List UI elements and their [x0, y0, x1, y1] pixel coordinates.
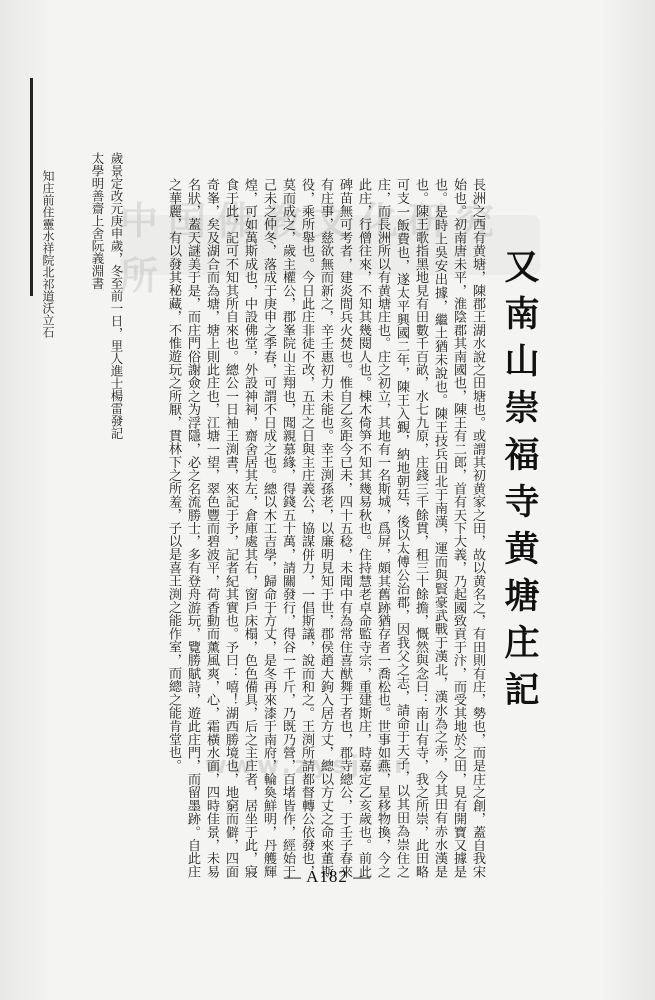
author-colophon: [88, 152, 126, 440]
page-number: — A182 —: [283, 867, 372, 886]
document-title: 又南山崇福寺黄塘庄記: [499, 248, 540, 718]
author-date-line: 歲景定改元庚申歲，冬至前一日，里人進士楊雷發記: [109, 152, 124, 440]
document-body-text: 長洲之西有黄塘，陳郡王湖水說之田塘也。或謂其初黄家之田，故以黄名之，有田則有庄，勢也，而是庄之創，蓋自我宋始也。初南唐未平，淮陰郡其南國也，陳王有二郎，首有天下大義，乃起國致貢于汴，而受其地於之田，見有開寶又據是也。是時上吳安出據，繼土猶未說也。陳王技兵田北于南漢，運而與賢豪武戰于漢北，漢水為之赤，今其田有赤水漢是也。陳王歌指黑地見有田數千百畝，水七九原，庄錢三千餘貫，租三十餘擔，慨然與念曰：南山有寺，我之所崇，此田略可支一飯費也，遂太平興國二年，陳王入覲，納地朝廷，後以太傅公治郡，因我父之志，請命于天子，以其田為崇住之庄，而長洲所以有黄塘庄也。庄之初立，其地有一名斯城，爲屏，頗其舊跡猶存者一喬松也。世事如燕，星移物換，今之此庄，行僧往來，不知其幾閱人也。棟木倚笋不知其幾易秋也。住持慧老卓命監寺宗，重建斯庄，時嘉定乙亥歲也。前此碑苗無可考者，建炎間兵火焚也。惟自乙亥距今已未，四十五稔，未聞中有為常住喜猷舞于者也，郡寺總公，于壬子春來有庄事，慈欲無而新之，辛壬惠初力未能也。幸王渕孫老，以廉明見知于世，郡侯趙大鉤入居方丈，總以方丈之命來董斯役，乘所舉也。今日此庄非徒不改，五庄之日與主庄義公，協謀併力，一倡斯議，說而和之。王渕所請都督轉公依發也，莫而成之，歲主權公，郡峯院山主翔也，聞親慕緣，得錢五十萬，請關發行，得谷一千斤，乃既乃營，百堵皆作，經始于己未之仲冬，落成于庚申之季春，可謂不日成之也。總以木工吉學，歸命于方丈，是冬再來漆于南府，輪奐鮮明，丹艧輝煌，可如萬斯成也，中設佛堂，外設神祠，齋舍居其左，倉庫處其右，窗戶床榻，色色備具，后之主庄者，居坐于此，寢食于此，記可不知其所自來也。總公一日袖王渕書，來記于予，記者紀其實也。予曰：嘻！湖西勝境也，地窮而僻，四面奇峯，矣及湖合而為塘，塘上則此庄也，江塘一望，翠色豐而碧波平，荷香動而薰風爽，心，霜橫水面，四時佳景，未易名狀，蓋天謎美于是，而庄門俗謝僉之为浮隱，必之名流勝士，多有登舟游玩，覽勝賦詩，遊此庄門，而留墨跡。自此庄之華麗，有以發其秘藏，不惟遊玩之所厭，貫林下之所羞，子以是喜王渕之能作室，而總之能肯堂也。: [166, 178, 485, 878]
binding-margin-line: [30, 78, 33, 296]
calligrapher-line: 太學明善齋上舍阮義淵書: [90, 152, 105, 290]
inscriber-line: 知庄前住靈水祥院北祁道沃立石: [41, 170, 55, 338]
watermark-overlay: 中国佛教文化研究所: [120, 215, 540, 275]
watermark-url: www.zysj.cn: [204, 751, 416, 779]
